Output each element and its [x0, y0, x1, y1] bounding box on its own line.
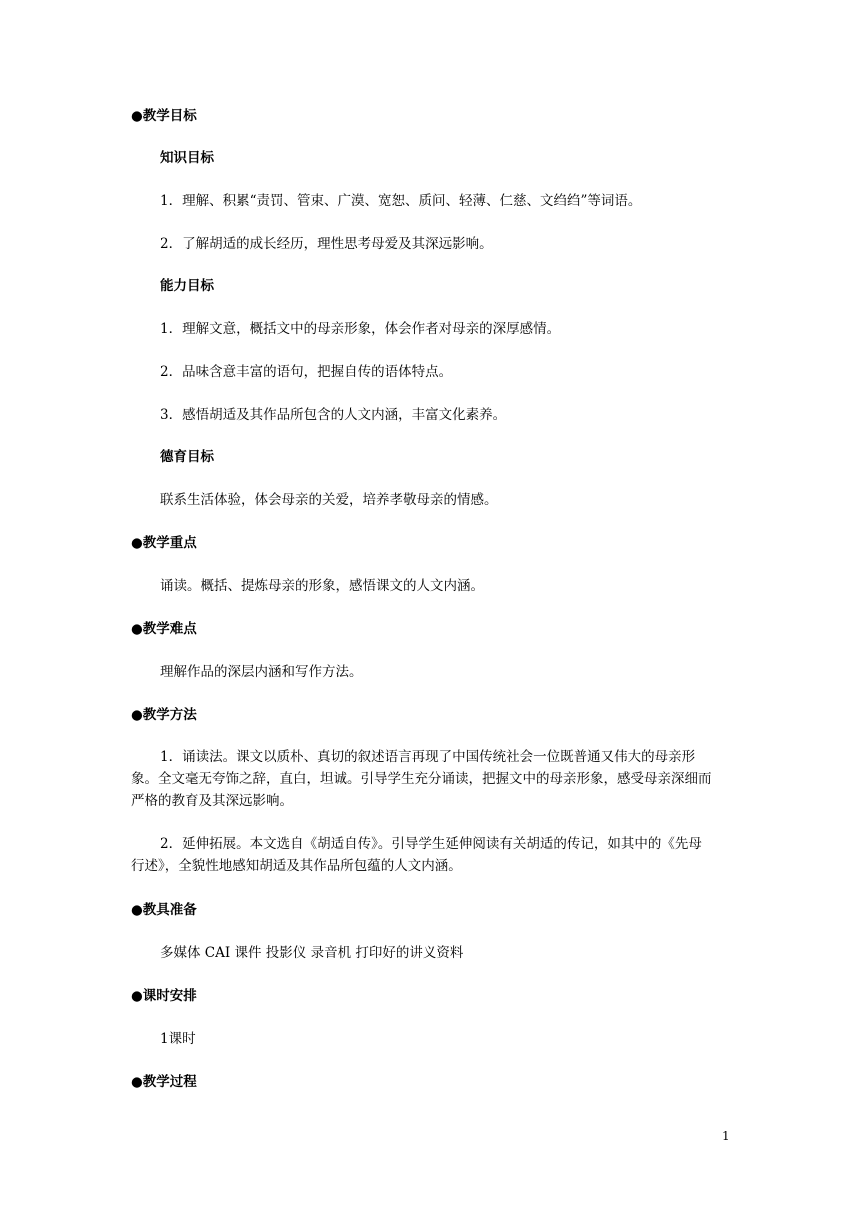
difficulties-text: 理解作品的深层内涵和写作方法。 [160, 664, 363, 680]
method-paragraph: 2．延伸拓展。本文选自《胡适自传》。引导学生延伸阅读有关胡适的传记，如其中的《先母行述》，全貌性地感知胡适及其作品所包蕴的人文内涵。 [131, 836, 702, 874]
knowledge-objective-item: 2．了解胡适的成长经历，理性思考母爱及其深远影响。 [160, 236, 493, 252]
key-points-text: 诵读。概括、提炼母亲的形象，感悟课文的人文内涵。 [160, 578, 484, 594]
key-points-heading: ●教学重点 [131, 535, 197, 551]
ability-objectives-heading: 能力目标 [160, 278, 214, 294]
method-paragraph: 1．诵读法。课文以质朴、真切的叙述语言再现了中国传统社会一位既普通又伟大的母亲形象。全文毫无夸饰之辞，直白，坦诚。引导学生充分诵读，把握文中的母亲形象，感受母亲深细而严格的教育及其深远影响。 [131, 749, 712, 809]
objectives-heading: ●教学目标 [131, 108, 197, 124]
ability-objective-item: 1．理解文意，概括文中的母亲形象，体会作者对母亲的深厚感情。 [160, 321, 561, 337]
methods-heading: ●教学方法 [131, 707, 197, 723]
materials-text: 多媒体 CAI 课件 投影仪 录音机 打印好的讲义资料 [160, 945, 464, 961]
schedule-text: 1课时 [160, 1031, 196, 1047]
knowledge-objective-item: 1．理解、积累“责罚、管束、广漠、宽恕、质问、轻薄、仁慈、文绉绉”等词语。 [160, 193, 642, 209]
ability-objective-item: 3．感悟胡适及其作品所包含的人文内涵，丰富文化素养。 [160, 407, 507, 423]
process-heading: ●教学过程 [131, 1074, 197, 1090]
knowledge-objectives-heading: 知识目标 [160, 150, 214, 166]
difficulties-heading: ●教学难点 [131, 621, 197, 637]
moral-objectives-heading: 德育目标 [160, 449, 214, 465]
moral-objective-text: 联系生活体验，体会母亲的关爱，培养孝敬母亲的情感。 [160, 492, 498, 508]
materials-heading: ●教具准备 [131, 902, 197, 918]
ability-objective-item: 2．品味含意丰富的语句，把握自传的语体特点。 [160, 364, 453, 380]
schedule-heading: ●课时安排 [131, 988, 197, 1004]
page-number: 1 [722, 1129, 730, 1143]
